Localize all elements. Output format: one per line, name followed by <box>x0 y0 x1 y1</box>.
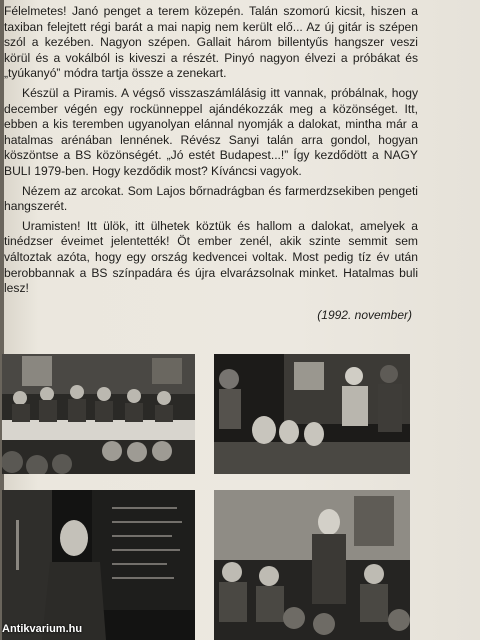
article-date-signature: (1992. november) <box>317 308 412 322</box>
paragraph-3: Nézem az arcokat. Som Lajos bőrnadrágban és farmerdzsekiben pengeti hangszerét. <box>4 183 418 214</box>
photo-press-conference <box>2 354 195 474</box>
photo-band-with-audience <box>214 490 410 640</box>
paragraph-1: Félelmetes! Janó penget a terem közepén. Talán szomorú kicsit, hiszen a taxiban felejtett régi barát a mai napig nem került elő... Az új gitár is szépen szól a kezében. Nagyon szépen. Gallait három billentyűs hangszer veszi körül és a vokálból is kiveszi a részét. Pinyó nagyon élvezi a próbákat és „tyúkanyó” módra tartja össze a zenekart. <box>4 4 418 81</box>
paragraph-4: Uramisten! Itt ülök, itt ülhetek köztük és hallom a dalokat, amelyek a tinédzser éveimet jelentették! Öt ember zenél, akik szinte semmit sem változtak azóta, hogy egy ország kedvencei voltak. Most pedig tíz év után berobbannak a BS színpadára és újra elvarázsolnak minket. Hatalmas buli lesz! <box>4 218 418 296</box>
paragraph-2: Készül a Piramis. A végső visszaszámlálásig itt vannak, próbálnak, hogy december végén egy rockünneppel ajándékozzák meg a közönséget. Itt, ebben a kis teremben ugyanolyan elánnal nyomják a dalokat, mintha már a hatalmas arénában lennének. Révész Sanyi talán arra gondol, hogyan köszöntse a BS közönségét. „Jó estét Budapest...!” Így kezdődött a NAGY BULI 1979-ben. Hogy kezdődik most? Kíváncsi vagyok. <box>4 85 418 178</box>
photo-singer-chalkboard <box>2 490 195 640</box>
photo-band-rehearsal <box>214 354 410 474</box>
antikvarium-watermark: Antikvarium.hu <box>2 623 83 635</box>
article-text <box>4 4 418 301</box>
